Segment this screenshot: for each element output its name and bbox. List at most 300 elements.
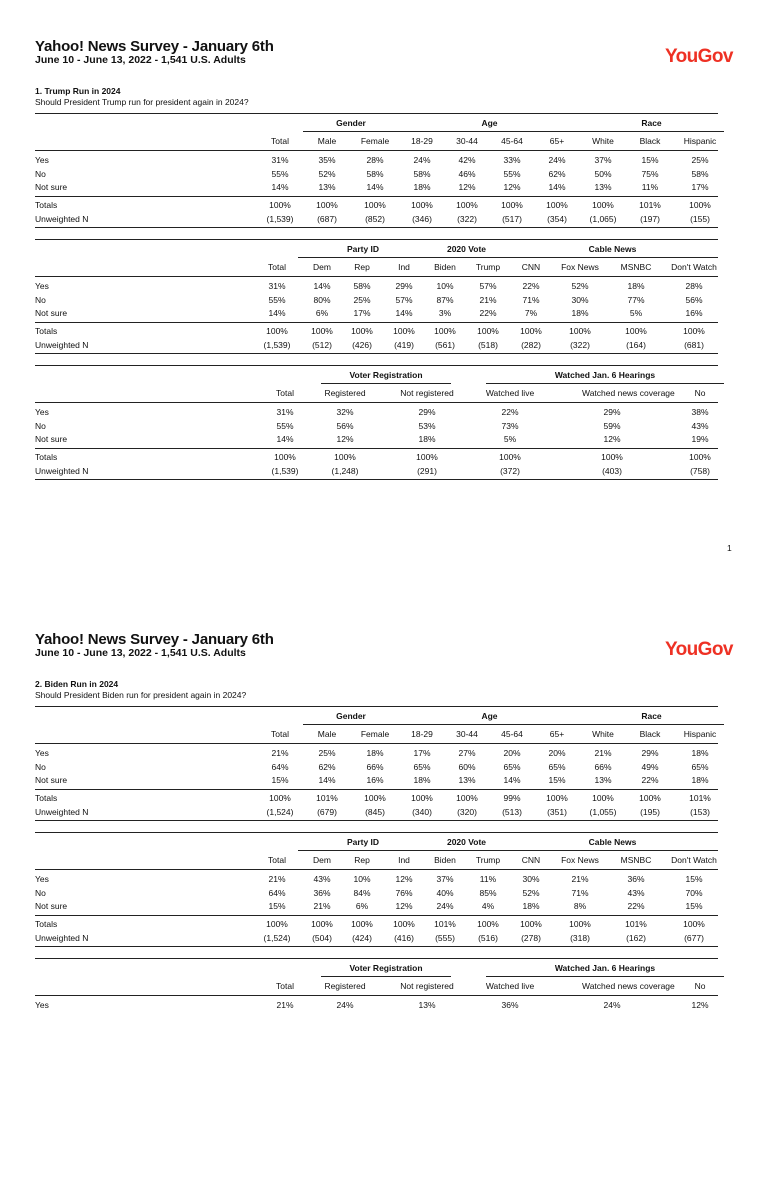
- column-group-rule: [507, 850, 718, 851]
- totals-rule: [35, 196, 718, 197]
- table-cell: 43%: [313, 874, 331, 884]
- column-header: Biden: [434, 262, 456, 272]
- table-cell: 75%: [641, 169, 659, 179]
- table-cell: 13%: [318, 182, 336, 192]
- table-cell: 18%: [627, 281, 645, 291]
- header-rule: [35, 869, 718, 870]
- column-group-rule: [303, 131, 399, 132]
- table-cell: (403): [602, 466, 622, 476]
- table-cell: 21%: [571, 874, 589, 884]
- table-cell: 100%: [269, 793, 291, 803]
- header-rule: [35, 743, 718, 744]
- table-cell: (677): [684, 933, 704, 943]
- table-cell: 100%: [592, 200, 614, 210]
- table-cell: 100%: [546, 793, 568, 803]
- table-cell: 52%: [522, 888, 540, 898]
- table-cell: 100%: [351, 919, 373, 929]
- column-header: Registered: [324, 981, 366, 991]
- table-cell: 22%: [522, 281, 540, 291]
- table-cell: 38%: [691, 407, 709, 417]
- table-cell: 17%: [353, 308, 371, 318]
- column-header: CNN: [521, 855, 541, 865]
- table-cell: (322): [457, 214, 477, 224]
- totals-rule: [35, 915, 718, 916]
- table-cell: 20%: [503, 748, 521, 758]
- table-cell: 17%: [413, 748, 431, 758]
- table-cell: (1,065): [589, 214, 617, 224]
- table-cell: 100%: [683, 326, 705, 336]
- column-header: Watched news coverage: [582, 388, 675, 398]
- row-label: Not sure: [35, 182, 68, 192]
- table-cell: 24%: [548, 155, 566, 165]
- table-cell: 28%: [685, 281, 703, 291]
- table-cell: 62%: [548, 169, 566, 179]
- table-cell: (195): [640, 807, 660, 817]
- table-cell: 55%: [276, 421, 294, 431]
- table-cell: 100%: [434, 326, 456, 336]
- table-cell: (153): [690, 807, 710, 817]
- question-title: 1. Trump Run in 2024: [35, 86, 121, 96]
- column-header: Male: [317, 136, 337, 146]
- table-cell: (1,539): [271, 466, 299, 476]
- table-cell: 70%: [685, 888, 703, 898]
- question-text: Should President Trump run for president again in 2024?: [35, 97, 249, 107]
- table-cell: 21%: [479, 295, 497, 305]
- table-cell: 100%: [311, 326, 333, 336]
- table-cell: 5%: [503, 434, 517, 444]
- column-header: Rep: [354, 262, 370, 272]
- table-cell: 101%: [434, 919, 456, 929]
- table-cell: 12%: [691, 1000, 709, 1010]
- table-cell: 18%: [691, 748, 709, 758]
- table-cell: 11%: [641, 182, 659, 192]
- table-bottom-rule: [35, 946, 718, 947]
- table-cell: 58%: [353, 281, 371, 291]
- table-cell: 100%: [520, 326, 542, 336]
- column-group-header: 2020 Vote: [446, 837, 487, 847]
- table-cell: 100%: [266, 919, 288, 929]
- column-header: White: [592, 136, 614, 146]
- table-cell: 100%: [393, 326, 415, 336]
- table-cell: 100%: [689, 452, 711, 462]
- table-cell: 101%: [316, 793, 338, 803]
- header-rule: [35, 995, 718, 996]
- column-group-header: Cable News: [588, 837, 637, 847]
- table-cell: 100%: [411, 200, 433, 210]
- table-top-rule: [35, 958, 718, 959]
- table-cell: 15%: [685, 901, 703, 911]
- column-header: 65+: [549, 136, 565, 146]
- crosstab-table: [35, 113, 718, 233]
- table-cell: (1,055): [589, 807, 617, 817]
- table-cell: 65%: [548, 762, 566, 772]
- table-cell: 27%: [458, 748, 476, 758]
- page-number: 1: [727, 543, 732, 553]
- table-cell: 35%: [318, 155, 336, 165]
- column-header: No: [694, 981, 706, 991]
- table-cell: 49%: [641, 762, 659, 772]
- table-cell: 100%: [269, 200, 291, 210]
- table-cell: 64%: [271, 762, 289, 772]
- column-group-rule: [321, 383, 451, 384]
- table-bottom-rule: [35, 820, 718, 821]
- table-cell: (164): [626, 340, 646, 350]
- table-cell: 24%: [413, 155, 431, 165]
- table-cell: 36%: [627, 874, 645, 884]
- table-cell: 22%: [479, 308, 497, 318]
- column-group-header: Voter Registration: [349, 370, 423, 380]
- table-cell: 100%: [266, 326, 288, 336]
- table-cell: 52%: [571, 281, 589, 291]
- table-cell: 31%: [276, 407, 294, 417]
- page-title: Yahoo! News Survey - January 6th: [35, 631, 274, 648]
- survey-page: [0, 593, 768, 1186]
- row-label: Unweighted N: [35, 214, 89, 224]
- page-subtitle: June 10 - June 13, 2022 - 1,541 U.S. Adults: [35, 54, 246, 66]
- row-label: No: [35, 762, 46, 772]
- table-cell: 66%: [594, 762, 612, 772]
- table-cell: 43%: [691, 421, 709, 431]
- column-header: Fox News: [561, 855, 599, 865]
- table-cell: 13%: [594, 182, 612, 192]
- table-cell: (1,524): [263, 933, 291, 943]
- column-header: Black: [639, 729, 661, 739]
- table-cell: (346): [412, 214, 432, 224]
- column-header: 45-64: [501, 729, 523, 739]
- row-label: Unweighted N: [35, 466, 89, 476]
- table-cell: 21%: [268, 874, 286, 884]
- table-cell: 100%: [569, 919, 591, 929]
- table-cell: 84%: [353, 888, 371, 898]
- table-cell: 100%: [501, 200, 523, 210]
- row-label: Yes: [35, 1000, 49, 1010]
- table-cell: 14%: [318, 775, 336, 785]
- table-cell: (1,539): [263, 340, 291, 350]
- table-cell: 12%: [336, 434, 354, 444]
- table-cell: (516): [478, 933, 498, 943]
- column-header: Dem: [313, 855, 331, 865]
- column-header: 30-44: [456, 136, 478, 146]
- table-cell: 22%: [501, 407, 519, 417]
- table-cell: 73%: [501, 421, 519, 431]
- table-cell: (561): [435, 340, 455, 350]
- table-cell: 100%: [625, 326, 647, 336]
- table-cell: (318): [570, 933, 590, 943]
- table-cell: 29%: [395, 281, 413, 291]
- column-group-header: Party ID: [346, 837, 380, 847]
- row-label: Totals: [35, 200, 58, 210]
- column-header: Dem: [313, 262, 331, 272]
- table-cell: 14%: [268, 308, 286, 318]
- column-group-header: Watched Jan. 6 Hearings: [554, 370, 656, 380]
- table-cell: (416): [394, 933, 414, 943]
- table-cell: (758): [690, 466, 710, 476]
- table-cell: 15%: [271, 775, 289, 785]
- totals-rule: [35, 448, 718, 449]
- table-cell: 18%: [522, 901, 540, 911]
- totals-rule: [35, 322, 718, 323]
- table-cell: 100%: [334, 452, 356, 462]
- table-cell: 21%: [313, 901, 331, 911]
- table-cell: 58%: [691, 169, 709, 179]
- column-header: Not registered: [400, 981, 454, 991]
- column-group-rule: [507, 257, 718, 258]
- table-cell: 14%: [366, 182, 384, 192]
- table-cell: (419): [394, 340, 414, 350]
- table-cell: 100%: [546, 200, 568, 210]
- table-cell: 40%: [436, 888, 454, 898]
- column-group-rule: [486, 976, 724, 977]
- crosstab-table: [35, 239, 718, 359]
- row-label: Not sure: [35, 308, 68, 318]
- column-header: Trump: [475, 855, 501, 865]
- column-header: Hispanic: [683, 136, 717, 146]
- table-cell: 19%: [691, 434, 709, 444]
- row-label: Not sure: [35, 434, 68, 444]
- table-cell: 25%: [318, 748, 336, 758]
- table-cell: 37%: [594, 155, 612, 165]
- table-cell: 18%: [571, 308, 589, 318]
- table-cell: 14%: [271, 182, 289, 192]
- page-subtitle: June 10 - June 13, 2022 - 1,541 U.S. Adults: [35, 647, 246, 659]
- column-group-header: Gender: [336, 711, 366, 721]
- table-cell: 16%: [685, 308, 703, 318]
- column-group-rule: [579, 131, 724, 132]
- column-group-rule: [421, 850, 512, 851]
- table-cell: 13%: [458, 775, 476, 785]
- column-group-rule: [298, 850, 428, 851]
- table-cell: 10%: [353, 874, 371, 884]
- row-label: Totals: [35, 326, 58, 336]
- table-cell: 56%: [685, 295, 703, 305]
- table-cell: 50%: [594, 169, 612, 179]
- row-label: Yes: [35, 281, 49, 291]
- table-cell: 65%: [691, 762, 709, 772]
- table-cell: 30%: [571, 295, 589, 305]
- column-header: Total: [276, 981, 294, 991]
- table-cell: 13%: [418, 1000, 436, 1010]
- table-cell: (517): [502, 214, 522, 224]
- table-cell: 101%: [625, 919, 647, 929]
- crosstab-table: [35, 365, 718, 485]
- table-cell: 6%: [355, 901, 369, 911]
- table-cell: 42%: [458, 155, 476, 165]
- table-cell: (513): [502, 807, 522, 817]
- table-cell: (426): [352, 340, 372, 350]
- table-cell: 77%: [627, 295, 645, 305]
- crosstab-table: [35, 832, 718, 952]
- column-group-header: Voter Registration: [349, 963, 423, 973]
- crosstab-table: [35, 706, 718, 826]
- table-cell: (424): [352, 933, 372, 943]
- row-label: Not sure: [35, 775, 68, 785]
- table-cell: (278): [521, 933, 541, 943]
- table-cell: 100%: [456, 793, 478, 803]
- table-cell: 100%: [416, 452, 438, 462]
- column-group-header: Cable News: [588, 244, 637, 254]
- table-cell: 99%: [503, 793, 521, 803]
- row-label: Totals: [35, 452, 58, 462]
- table-cell: 10%: [436, 281, 454, 291]
- table-cell: 31%: [268, 281, 286, 291]
- column-group-rule: [398, 131, 581, 132]
- table-cell: 15%: [268, 901, 286, 911]
- table-cell: 14%: [503, 775, 521, 785]
- table-cell: 29%: [418, 407, 436, 417]
- column-group-rule: [321, 976, 451, 977]
- table-cell: 18%: [413, 182, 431, 192]
- table-cell: 12%: [503, 182, 521, 192]
- table-cell: 22%: [627, 901, 645, 911]
- column-header: 65+: [549, 729, 565, 739]
- table-cell: 29%: [603, 407, 621, 417]
- table-top-rule: [35, 365, 718, 366]
- table-cell: 100%: [689, 200, 711, 210]
- crosstab-table: [35, 958, 718, 1078]
- row-label: No: [35, 169, 46, 179]
- column-header: Total: [276, 388, 294, 398]
- yougov-logo: YouGov: [665, 46, 733, 67]
- table-cell: (687): [317, 214, 337, 224]
- table-cell: 17%: [691, 182, 709, 192]
- column-group-rule: [421, 257, 512, 258]
- table-bottom-rule: [35, 227, 718, 228]
- table-cell: 101%: [639, 200, 661, 210]
- table-cell: (162): [626, 933, 646, 943]
- table-cell: 21%: [271, 748, 289, 758]
- row-label: Totals: [35, 919, 58, 929]
- table-cell: (679): [317, 807, 337, 817]
- column-header: Total: [271, 729, 289, 739]
- table-cell: 100%: [569, 326, 591, 336]
- table-cell: 18%: [418, 434, 436, 444]
- table-cell: 100%: [364, 200, 386, 210]
- table-cell: 31%: [271, 155, 289, 165]
- table-cell: 100%: [683, 919, 705, 929]
- table-cell: 59%: [603, 421, 621, 431]
- row-label: No: [35, 421, 46, 431]
- table-cell: (351): [547, 807, 567, 817]
- row-label: No: [35, 295, 46, 305]
- table-cell: 15%: [548, 775, 566, 785]
- row-label: No: [35, 888, 46, 898]
- table-cell: (291): [417, 466, 437, 476]
- table-cell: 57%: [395, 295, 413, 305]
- page-title: Yahoo! News Survey - January 6th: [35, 38, 274, 55]
- column-group-header: Party ID: [346, 244, 380, 254]
- column-header: Biden: [434, 855, 456, 865]
- table-cell: 14%: [313, 281, 331, 291]
- column-header: Black: [639, 136, 661, 146]
- table-cell: 64%: [268, 888, 286, 898]
- table-bottom-rule: [35, 479, 718, 480]
- table-cell: 29%: [641, 748, 659, 758]
- table-cell: 8%: [573, 901, 587, 911]
- header-rule: [35, 276, 718, 277]
- table-cell: 100%: [311, 919, 333, 929]
- table-cell: 100%: [316, 200, 338, 210]
- table-cell: 100%: [364, 793, 386, 803]
- column-group-rule: [303, 724, 399, 725]
- table-cell: 100%: [411, 793, 433, 803]
- column-header: Female: [360, 729, 390, 739]
- table-top-rule: [35, 239, 718, 240]
- table-cell: (1,539): [266, 214, 294, 224]
- column-header: Don't Watch: [671, 855, 717, 865]
- column-group-header: Race: [641, 118, 662, 128]
- row-label: Yes: [35, 155, 49, 165]
- table-cell: 15%: [685, 874, 703, 884]
- table-cell: (1,248): [331, 466, 359, 476]
- table-cell: (681): [684, 340, 704, 350]
- table-cell: 22%: [641, 775, 659, 785]
- column-header: Registered: [324, 388, 366, 398]
- table-cell: 12%: [395, 901, 413, 911]
- table-cell: 53%: [418, 421, 436, 431]
- table-cell: 5%: [629, 308, 643, 318]
- table-cell: 100%: [274, 452, 296, 462]
- table-cell: 100%: [499, 452, 521, 462]
- column-header: 18-29: [411, 729, 433, 739]
- table-cell: 21%: [594, 748, 612, 758]
- table-cell: (372): [500, 466, 520, 476]
- column-header: No: [694, 388, 706, 398]
- column-header: MSNBC: [620, 262, 652, 272]
- column-group-header: Age: [481, 118, 498, 128]
- table-top-rule: [35, 832, 718, 833]
- column-header: Female: [360, 136, 390, 146]
- table-cell: (518): [478, 340, 498, 350]
- table-cell: 55%: [503, 169, 521, 179]
- table-cell: 100%: [456, 200, 478, 210]
- table-top-rule: [35, 113, 718, 114]
- column-header: Ind: [398, 855, 410, 865]
- table-cell: 36%: [501, 1000, 519, 1010]
- table-cell: 100%: [639, 793, 661, 803]
- table-cell: 4%: [481, 901, 495, 911]
- column-header: Trump: [475, 262, 501, 272]
- table-cell: 3%: [438, 308, 452, 318]
- table-cell: 55%: [271, 169, 289, 179]
- row-label: Unweighted N: [35, 933, 89, 943]
- table-cell: 57%: [479, 281, 497, 291]
- table-cell: 37%: [436, 874, 454, 884]
- table-cell: 60%: [458, 762, 476, 772]
- table-cell: (322): [570, 340, 590, 350]
- table-cell: 33%: [503, 155, 521, 165]
- table-cell: 85%: [479, 888, 497, 898]
- column-header: Watched news coverage: [582, 981, 675, 991]
- table-cell: 12%: [603, 434, 621, 444]
- column-group-rule: [579, 724, 724, 725]
- column-header: Watched live: [485, 388, 535, 398]
- table-cell: 28%: [366, 155, 384, 165]
- table-cell: 6%: [315, 308, 329, 318]
- column-group-rule: [398, 724, 581, 725]
- row-label: Not sure: [35, 901, 68, 911]
- column-header: Total: [268, 855, 286, 865]
- column-header: 18-29: [411, 136, 433, 146]
- table-cell: 100%: [592, 793, 614, 803]
- header-rule: [35, 150, 718, 151]
- table-cell: (155): [690, 214, 710, 224]
- table-cell: (512): [312, 340, 332, 350]
- column-header: CNN: [521, 262, 541, 272]
- table-cell: 30%: [522, 874, 540, 884]
- column-group-rule: [298, 257, 428, 258]
- table-cell: 16%: [366, 775, 384, 785]
- row-label: Unweighted N: [35, 807, 89, 817]
